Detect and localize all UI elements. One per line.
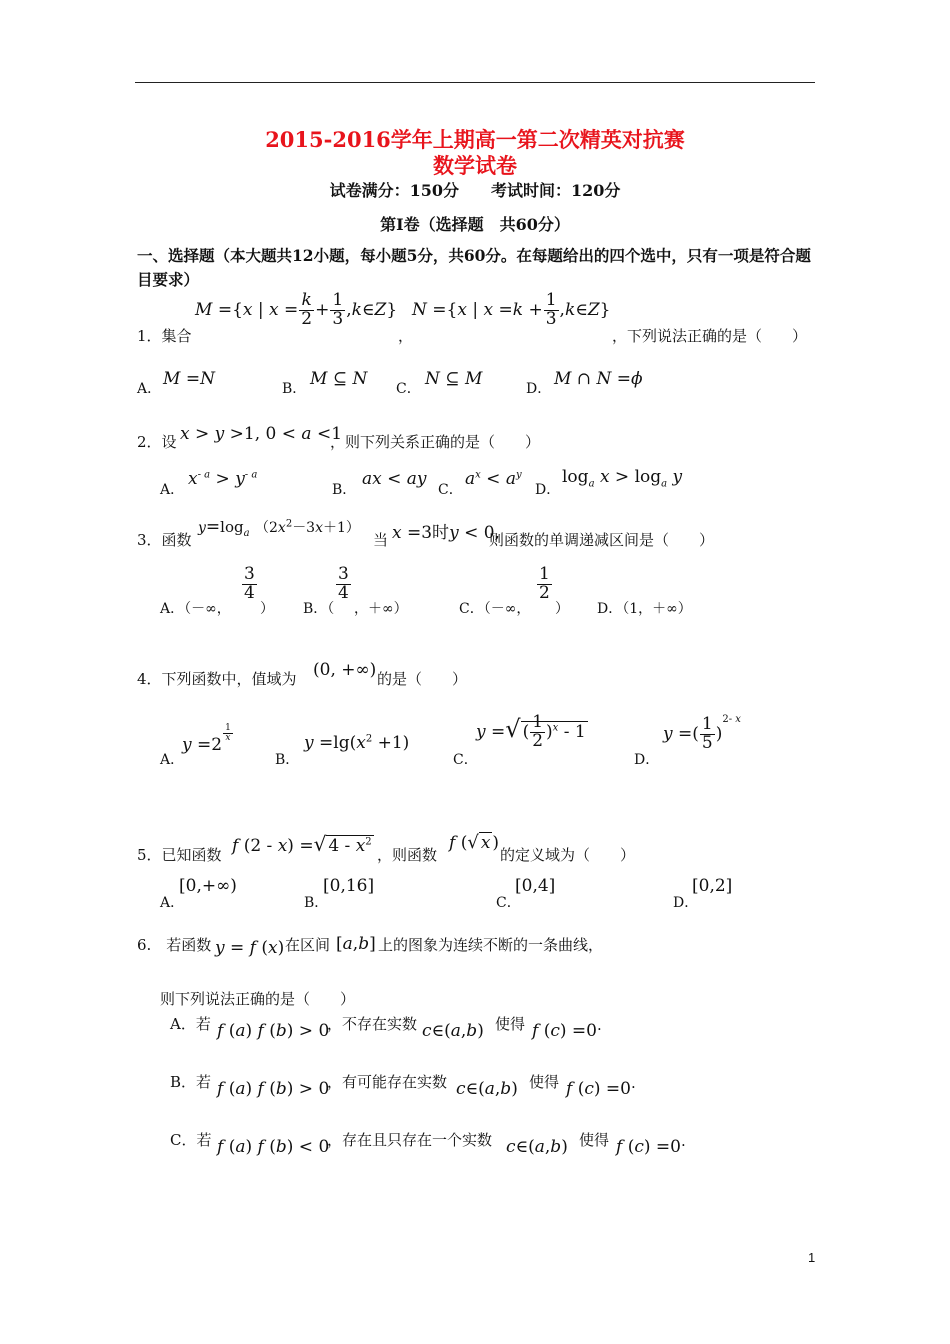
section-heading-line1: 一、选择题（本大题共12小题，每小题5分，共60分。在每题给出的四个选中，只有一项是符合题 bbox=[137, 246, 811, 265]
q6-option-c-use: 使得 bbox=[579, 1131, 610, 1149]
exam-title: 2015-2016学年上期高一第二次精英对抗赛 bbox=[265, 127, 685, 152]
q4-option-a-label: A． bbox=[160, 752, 185, 768]
q2-tail: ，则下列关系正确的是（ ） bbox=[330, 433, 541, 451]
q2-option-d: $\log_a x > \log_a y$ bbox=[562, 467, 683, 490]
page-number: 1 bbox=[808, 1250, 816, 1265]
q6-option-a-cond: f (a) f (b) > 0 bbox=[217, 1021, 330, 1041]
q4-option-d-label: D． bbox=[634, 752, 660, 768]
q1-tail: ，下列说法正确的是（ ） bbox=[612, 327, 808, 345]
q4-range: (0, +∞) bbox=[313, 660, 377, 680]
q4-tail: 的是（ ） bbox=[377, 670, 468, 688]
q6-option-b-use: 使得 bbox=[529, 1073, 560, 1091]
q4-option-b: $y =\lg(x^2 +1)$ bbox=[304, 733, 410, 753]
q3-option-c-frac: $\frac{1}{2}$ bbox=[539, 564, 550, 603]
q5-option-d-label: D． bbox=[673, 895, 699, 911]
q3-option-b-post: ，＋∞） bbox=[354, 601, 408, 617]
q2-option-b-label: B． bbox=[332, 482, 357, 498]
q6-mid: 在区间 bbox=[285, 936, 331, 954]
q1-option-c: N ⊆ M bbox=[425, 369, 483, 389]
q6-option-a-mid: ，不存在实数 bbox=[327, 1015, 418, 1033]
q3-condition: x =3时y < 0, bbox=[392, 523, 500, 543]
q6-option-b-eq: f (c) =0 bbox=[566, 1079, 631, 1099]
q2-option-a-label: A． bbox=[160, 482, 185, 498]
q4-option-c-label: C． bbox=[453, 752, 478, 768]
exam-subtitle: 数学试卷 bbox=[433, 153, 517, 178]
q5-option-c: [0,4] bbox=[515, 876, 556, 896]
q3-lead: 3．函数 bbox=[137, 531, 192, 549]
q4-option-d: y =( $\frac{1}{5}$ )$^{2- x}$ bbox=[663, 714, 741, 753]
q3-tail: 则函数的单调递减区间是（ ） bbox=[489, 531, 715, 549]
q6-option-b-mid: ，有可能存在实数 bbox=[327, 1073, 448, 1091]
q6-option-c-c: c∈(a,b) bbox=[506, 1137, 568, 1157]
q4-option-a: y =2 $^{\frac{1}{x}}$ bbox=[182, 722, 231, 755]
q5-option-a-label: A． bbox=[160, 895, 185, 911]
q5-option-b-label: B． bbox=[304, 895, 329, 911]
q3-option-a-pre: A．（－∞， bbox=[160, 601, 231, 617]
q6-option-c-mid: ，存在且只存在一个实数 bbox=[327, 1131, 493, 1149]
q5-option-b: [0,16] bbox=[323, 876, 375, 896]
q6-option-c-eq: f (c) =0 bbox=[616, 1137, 681, 1157]
q1-option-d-label: D． bbox=[526, 381, 552, 397]
q6-lead: 6. 若函数 bbox=[137, 936, 212, 954]
q1-option-b-label: B． bbox=[282, 381, 307, 397]
q5-tail: 的定义域为（ ） bbox=[500, 846, 636, 864]
q5-target: f (√ x ) bbox=[449, 832, 500, 853]
q1-set-n: N ={x | x =k + $\frac{1}{3}$ ,k∈Z} bbox=[412, 290, 611, 329]
q2-option-a: $x^{- a} > y^{- a}$ bbox=[188, 469, 258, 489]
q5-option-d: [0,2] bbox=[692, 876, 733, 896]
q3-option-c-pre: C．（－∞， bbox=[459, 601, 531, 617]
q2-option-d-label: D． bbox=[535, 482, 561, 498]
exam-info: 试卷满分：150分 考试时间：120分 bbox=[329, 181, 621, 200]
q2-option-c-label: C． bbox=[438, 482, 463, 498]
q6-option-c-pre: C．若 bbox=[170, 1131, 212, 1149]
q6-option-b-pre: B．若 bbox=[170, 1073, 212, 1091]
q5-option-a: [0,+∞) bbox=[179, 876, 237, 896]
q5-function: f (2 - x) =√ $4 - x^2$ bbox=[232, 832, 372, 856]
q6-interval: [a,b] bbox=[336, 934, 376, 954]
q6-option-b-cond: f (a) f (b) > 0 bbox=[217, 1079, 330, 1099]
q5-lead: 5．已知函数 bbox=[137, 846, 222, 864]
q1-lead: 1．集合 bbox=[137, 327, 192, 345]
q2-option-b: ax < ay bbox=[362, 469, 427, 489]
q6-option-a-pre: A．若 bbox=[170, 1015, 211, 1033]
q6-option-a-c: c∈(a,b) bbox=[422, 1021, 484, 1041]
q1-option-b: M ⊆ N bbox=[310, 369, 368, 389]
q3-when: 当 bbox=[373, 531, 389, 549]
part-heading: 第Ⅰ卷（选择题 共60分） bbox=[380, 215, 570, 234]
q2-option-c: $a^x < a^y$ bbox=[465, 469, 522, 489]
q1-option-c-label: C． bbox=[396, 381, 421, 397]
q3-option-b-frac: $\frac{3}{4}$ bbox=[338, 564, 349, 603]
q1-comma: ， bbox=[398, 327, 414, 345]
q3-option-b-pre: B．（ bbox=[303, 601, 335, 617]
q1-option-a: M =N bbox=[163, 369, 215, 389]
q5-mid: ，则函数 bbox=[377, 846, 438, 864]
q1-set-m: M ={x | x = $\frac{k}{2}$ + $\frac{1}{3}$ ,k∈Z} bbox=[195, 290, 398, 329]
q6-line2: 则下列说法正确的是（ ） bbox=[160, 990, 356, 1008]
top-rule bbox=[135, 82, 815, 83]
q6-option-c-dot: . bbox=[681, 1132, 686, 1150]
q4-option-c: y =√ ( $\frac{1}{2}$ )$^x$ - 1 bbox=[476, 712, 586, 751]
q1-option-d: M ∩ N =ϕ bbox=[554, 369, 643, 389]
q2-condition: x > y >1, 0 < a <1 bbox=[180, 424, 343, 444]
q4-lead: 4．下列函数中，值域为 bbox=[137, 670, 297, 688]
q3-function: $y=\log_a$ $(2x^2-3x+1)$ bbox=[198, 517, 360, 539]
q6-option-c-cond: f (a) f (b) < 0 bbox=[217, 1137, 330, 1157]
q6-tail: 上的图象为连续不断的一条曲线， bbox=[378, 936, 604, 954]
q2-lead: 2．设 bbox=[137, 433, 177, 451]
section-heading-line2: 目要求） bbox=[137, 270, 200, 289]
q3-option-a-post: ） bbox=[260, 601, 274, 617]
q6-option-a-use: 使得 bbox=[495, 1015, 526, 1033]
q5-option-c-label: C． bbox=[496, 895, 521, 911]
q6-option-b-dot: . bbox=[631, 1074, 636, 1092]
q6-function: y = f (x) bbox=[215, 938, 285, 958]
q4-option-b-label: B． bbox=[275, 752, 300, 768]
q3-option-d: D．（1，＋∞） bbox=[597, 601, 692, 617]
q3-option-a-frac: $\frac{3}{4}$ bbox=[244, 564, 255, 603]
q6-option-a-eq: f (c) =0 bbox=[532, 1021, 597, 1041]
q3-option-c-post: ） bbox=[555, 601, 569, 617]
q6-option-a-dot: . bbox=[597, 1016, 602, 1034]
q1-option-a-label: A． bbox=[137, 381, 162, 397]
q6-option-b-c: c∈(a,b) bbox=[456, 1079, 518, 1099]
